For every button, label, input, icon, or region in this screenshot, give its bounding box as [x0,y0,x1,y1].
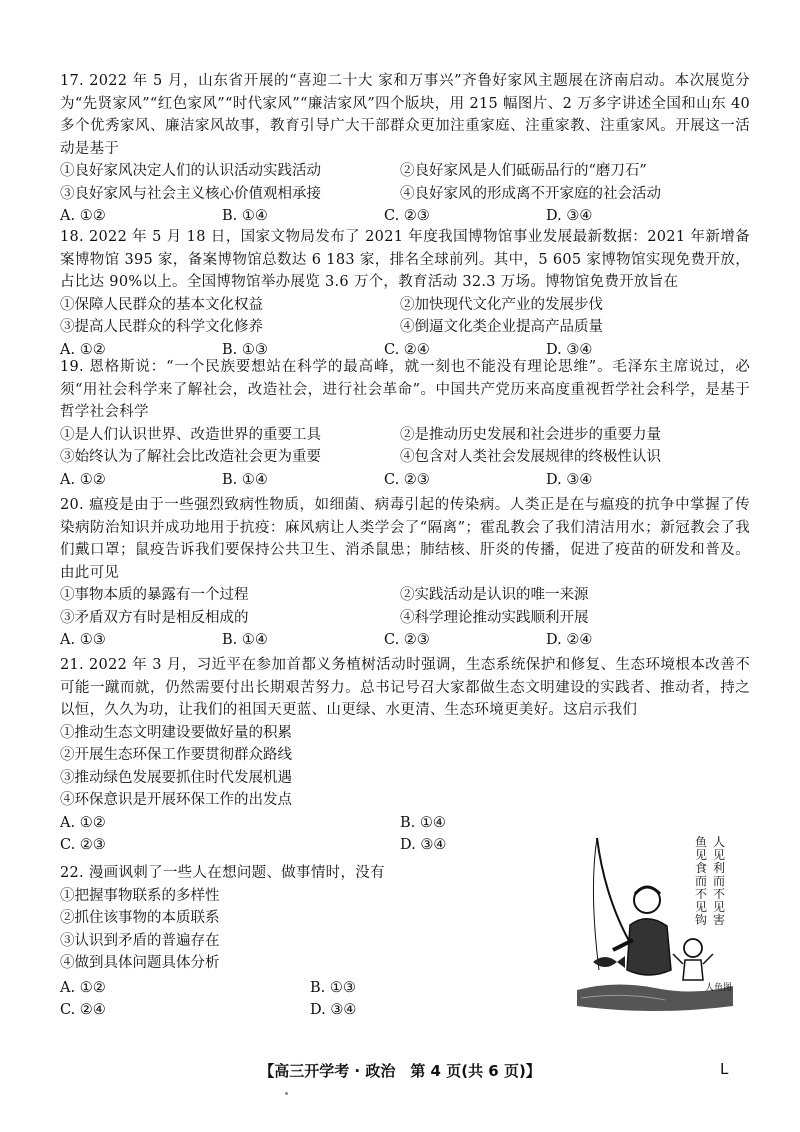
question-19-stem: 19. 恩格斯说：“一个民族要想站在科学的最高峰，就一刻也不能没有理论思维”。毛泽东主席说过，必须“用社会科学来了解社会，改造社会，进行社会革命”。中国共产党历来高度重视哲学社会科学，是基于哲学社会科学 [60,359,750,420]
q17-answer-d: D. ③④ [546,208,593,224]
q19-answer-b: B. ①④ [222,471,268,488]
q20-answer-c: C. ②③ [384,632,430,648]
q21-answer-c: C. ②③ [60,837,106,853]
q19-answer-d: D. ③④ [546,471,593,488]
question-20 [60,494,750,652]
question-19 [60,356,750,491]
question-21-stem: 21. 2022 年 3 月，习近平在参加首都义务植树活动时强调，生态系统保护和修复、生态环境根本改善不可能一蹴而就，仍然需要付出长期艰苦努力。总书记号召大家都做生态文明建设的实践者、推动者，持之以恒，久久为功，让我们的祖国天更蓝、山更绿、水更清、生态环境更美好。这启示我们 [60,657,750,718]
q20-option-3: ③矛盾双方有时是相反相成的 [60,609,249,626]
q22-answer-a: A. ①② [60,979,106,996]
q19-option-2: ②是推动历史发展和社会进步的重要力量 [400,426,661,443]
question-18 [60,226,750,361]
q17-answer-b: B. ①④ [222,208,268,224]
question-17-stem: 17. 2022 年 5 月，山东省开展的“喜迎二十大 家和万事兴”齐鲁好家风主题展在济南启动。本次展览分为“先贤家风”“红色家风”“时代家风”“廉洁家风”四个版块，用 215 幅图片、2 万多字讲述全国和山东 40 多个优秀家风、廉洁家风故事，教育引导广大干部群众更加注重家庭、注重家教、注重家风。开展这一活动是基于 [60,73,750,157]
q21-option-4: ④环保意识是开展环保工作的出发点 [60,792,292,808]
q20-option-2: ②实践活动是认识的唯一来源 [400,587,589,603]
q17-option-4: ④良好家风的形成离不开家庭的社会活动 [400,185,661,202]
q18-option-4: ④倒逼文化类企业提高产品质量 [400,319,603,335]
q18-answer-c: C. ②④ [384,341,430,358]
q17-option-3: ③良好家风与社会主义核心价值观相承接 [60,185,321,202]
q17-answer-a: A. ①② [60,208,106,224]
q19-answer-a: A. ①② [60,471,106,488]
question-17 [60,70,750,228]
cartoon-seal: 人鱼图 [705,983,733,993]
footer-version-mark: L [720,1060,729,1078]
q21-answer-b: B. ①④ [400,814,446,831]
q18-option-3: ③提高人民群众的科学文化修养 [60,319,263,335]
q17-option-2: ②良好家风是人们砥砺品行的“磨刀石” [400,163,647,179]
question-22 [60,862,560,1022]
scan-speck [285,1092,288,1095]
q20-answer-b: B. ①④ [222,632,268,648]
q17-option-1: ①良好家风决定人们的认识活动实践活动 [60,163,321,179]
q18-option-1: ①保障人民群众的基本文化权益 [60,296,263,313]
q22-option-3: ③认识到矛盾的普遍存在 [60,932,220,949]
q22-answer-d: D. ③④ [310,1002,357,1018]
cartoon-illustration [575,830,735,1020]
q21-option-2: ②开展生态环保工作要贯彻群众路线 [60,747,292,763]
question-21 [60,654,750,857]
q20-option-4: ④科学理论推动实践顺利开展 [400,609,589,626]
question-20-stem: 20. 瘟疫是由于一些强烈致病性物质，如细菌、病毒引起的传染病。人类正是在与瘟疫的抗争中掌握了传染病防治知识并成功地用于抗疫：麻风病让人类学会了“隔离”；霍乱教会了我们清洁用水；新冠教会了我们戴口罩；鼠疫告诉我们要保持公共卫生、消杀鼠患；肺结核、肝炎的传播，促进了疫苗的研发和普及。由此可见 [60,497,750,581]
q18-option-2: ②加快现代文化产业的发展步伐 [400,296,603,313]
q22-answer-b: B. ①③ [310,979,356,996]
cartoon-caption-1: 人见利而不见害 [713,835,726,927]
q20-answer-d: D. ②④ [546,632,593,648]
q19-answer-c: C. ②③ [384,471,430,488]
q19-option-3: ③始终认为了解社会比改造社会更为重要 [60,449,321,465]
q19-option-1: ①是人们认识世界、改造世界的重要工具 [60,426,321,443]
q22-option-1: ①把握事物联系的多样性 [60,887,220,904]
cartoon-caption-2: 鱼见食而不见钩 [695,835,708,927]
q22-option-2: ②抓住该事物的本质联系 [60,910,220,926]
q22-option-4: ④做到具体问题具体分析 [60,955,220,971]
q18-answer-b: B. ①③ [222,341,268,358]
q20-option-1: ①事物本质的暴露有一个过程 [60,587,249,603]
q18-answer-a: A. ①② [60,341,106,358]
question-18-stem: 18. 2022 年 5 月 18 日，国家文物局发布了 2021 年度我国博物馆事业发展最新数据：2021 年新增备案博物馆 395 家，备案博物馆总数达 6 183 家，排名全球前列。其中，5 605 家博物馆实现免费开放，占比达 90%以上。全国博物馆举办展览 3.6 万个，教育活动 32.3 万场。博物馆免费开放旨在 [60,229,750,290]
q21-answer-d: D. ③④ [400,837,447,853]
q17-answer-c: C. ②③ [384,208,430,224]
q20-answer-a: A. ①③ [60,632,106,648]
q21-answer-a: A. ①② [60,814,106,831]
q18-answer-d: D. ③④ [546,341,593,358]
q21-option-3: ③推动绿色发展要抓住时代发展机遇 [60,769,292,786]
question-22-stem: 22. 漫画讽刺了一些人在想问题、做事情时，没有 [60,865,385,881]
q19-option-4: ④包含对人类社会发展规律的终极性认识 [400,449,661,465]
q22-answer-c: C. ②④ [60,1002,106,1018]
q21-option-1: ①推动生态文明建设要做好量的积累 [60,724,292,741]
page-footer: 【高三开学考 · 政治 第 4 页(共 6 页)】 [259,1062,541,1080]
